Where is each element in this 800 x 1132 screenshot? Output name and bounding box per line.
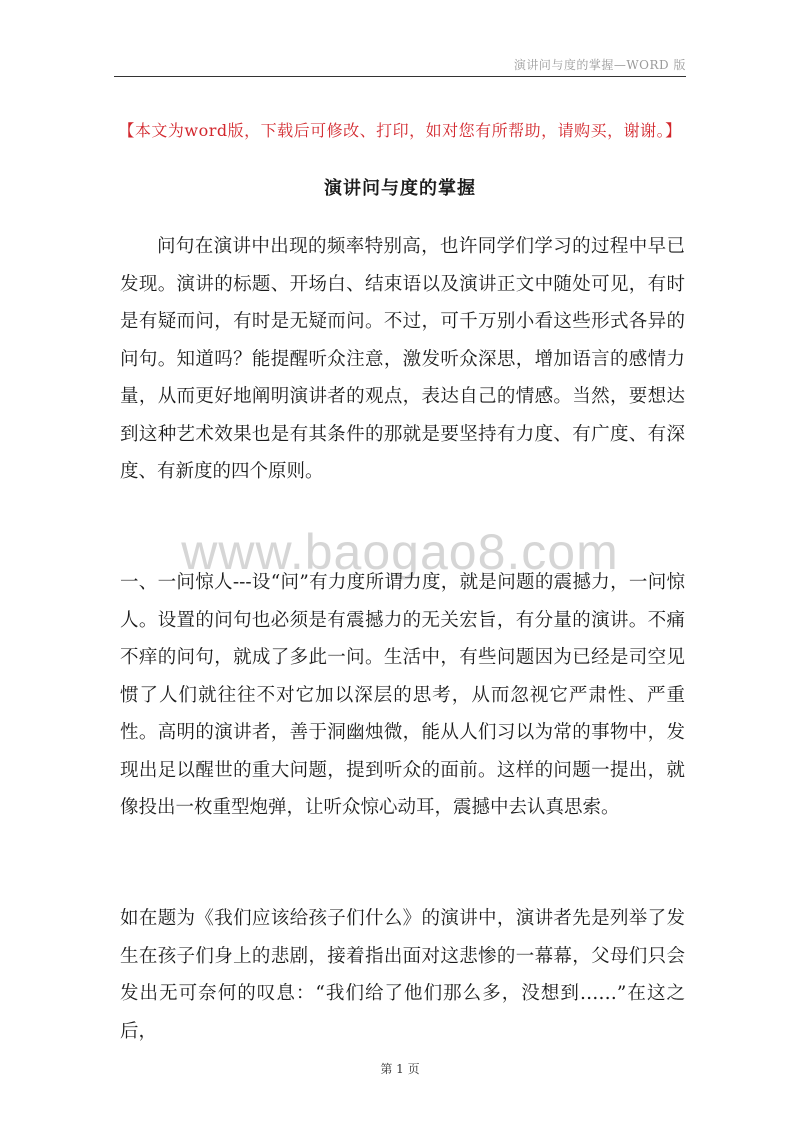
page-number: 第 1 页: [380, 1062, 420, 1076]
paragraph-intro: 问句在演讲中出现的频率特别高，也许同学们学习的过程中早已发现。演讲的标题、开场白、结束语以及演讲正文中随处可见，有时是有疑而问，有时是无疑而问。不过，可千万别小看这些形式各异的问句。知道吗？能提醒听众注意，激发听众深思，增加语言的感情力量，从而更好地阐明演讲者的观点，表达自己的情感。当然，要想达到这种艺术效果也是有其条件的那就是要坚持有力度、有广度、有深度、有新度的四个原则。: [120, 236, 685, 482]
paragraph-example: 如在题为《我们应该给孩子们什么》的演讲中，演讲者先是列举了发生在孩子们身上的悲剧，接着指出面对这悲惨的一幕幕，父母们只会发出无可奈何的叹息：“我们给了他们那么多，没想到……”在这之后，: [120, 908, 685, 1042]
purchase-notice: 【本文为word版，下载后可修改、打印，如对您有所帮助，请购买，谢谢。】: [118, 121, 682, 140]
watermark-text: www.baogao8.com: [181, 524, 619, 580]
paragraph-section-one: 一、一问惊人---设“问”有力度所谓力度，就是问题的震撼力，一问惊人。设置的问句也必须是有震撼力的无关宏旨，有分量的演讲。不痛不痒的问句，就成了多此一问。生活中，有些问题因为已经是司空见惯了人们就往往不对它加以深层的思考，从而忽视它严肃性、严重性。高明的演讲者，善于洞幽烛微，能从人们习以为常的事物中，发现出足以醒世的重大问题，提到听众的面前。这样的问题一提出，就像投出一枚重型炮弹，让听众惊心动耳，震撼中去认真思索。: [120, 572, 685, 818]
running-header: 演讲问与度的掌握—WORD 版: [513, 58, 686, 72]
document-title: 演讲问与度的掌握: [324, 178, 476, 199]
header-divider: [114, 76, 686, 77]
